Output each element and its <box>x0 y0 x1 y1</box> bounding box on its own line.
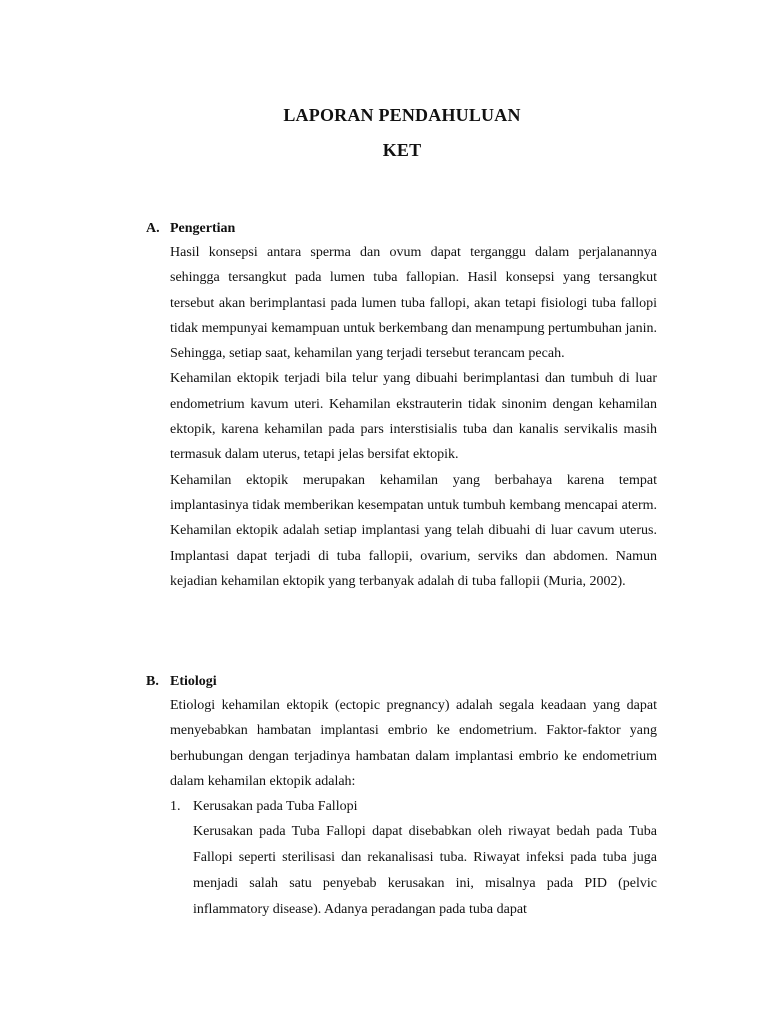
paragraph: Kehamilan ektopik terjadi bila telur yang dibuahi berimplantasi dan tumbuh di luar endometrium kavum uteri. Kehamilan ekstrauterin tidak sinonim dengan kehamilan ektopik, karena kehamilan pada pars interstisialis tuba dan kanalis servikalis masih termasuk dalam uterus, tetapi jelas bersifat ektopik. <box>170 371 657 463</box>
list-item-heading <box>170 794 658 819</box>
section-etiologi <box>146 673 658 923</box>
section-heading <box>146 220 658 238</box>
section-letter: A. <box>146 221 160 236</box>
section-letter: B. <box>146 674 159 689</box>
list-title: Kerusakan pada Tuba Fallopi <box>193 799 358 815</box>
paragraph: Hasil konsepsi antara sperma dan ovum dapat terganggu dalam perjalanannya sehingga tersangkut pada lumen tuba fallopian. Hasil konsepsi yang tersangkut tersebut akan berimplantasi pada lumen tuba fallopi, akan tetapi fisiologi tuba fallopi tidak mempunyai kemampuan untuk berkembang dan menampung pertumbuhan janin. Sehingga, setiap saat, kehamilan yang terjadi tersebut terancam pecah. <box>170 245 657 362</box>
section-title: Etiologi <box>170 674 217 689</box>
paragraph: Kehamilan ektopik merupakan kehamilan yang berbahaya karena tempat implantasinya tidak memberikan kesempatan untuk tumbuh kembang mencapai aterm. Kehamilan ektopik adalah setiap implantasi yang telah dibuahi di luar cavum uterus. Implantasi dapat terjadi di tuba fallopii, ovarium, serviks dan abdomen. Namun kejadian kehamilan ektopik yang terbanyak adalah di tuba fallopii (Muria, 2002). <box>170 472 657 589</box>
list-number: 1. <box>170 799 181 815</box>
section-pengertian <box>146 220 658 594</box>
section-title: Pengertian <box>170 221 236 236</box>
document-title: LAPORAN PENDAHULUAN <box>283 105 521 125</box>
list-paragraph: Kerusakan pada Tuba Fallopi dapat disebabkan oleh riwayat bedah pada Tuba Fallopi seperti sterilisasi dan rekanalisasi tuba. Riwayat infeksi pada tuba juga menjadi salah satu penyebab kerusakan ini, misalnya pada PID (pelvic inflammatory disease). Adanya peradangan pada tuba dapat <box>193 824 657 918</box>
section-heading <box>146 673 658 691</box>
paragraph: Etiologi kehamilan ektopik (ectopic pregnancy) adalah segala keadaan yang dapat menyebabkan hambatan implantasi embrio ke endometrium. Faktor-faktor yang berhubungan dengan terjadinya hambatan dalam implantasi embrio ke endometrium dalam kehamilan ektopik adalah: <box>170 698 657 789</box>
document-subtitle: KET <box>382 140 422 160</box>
